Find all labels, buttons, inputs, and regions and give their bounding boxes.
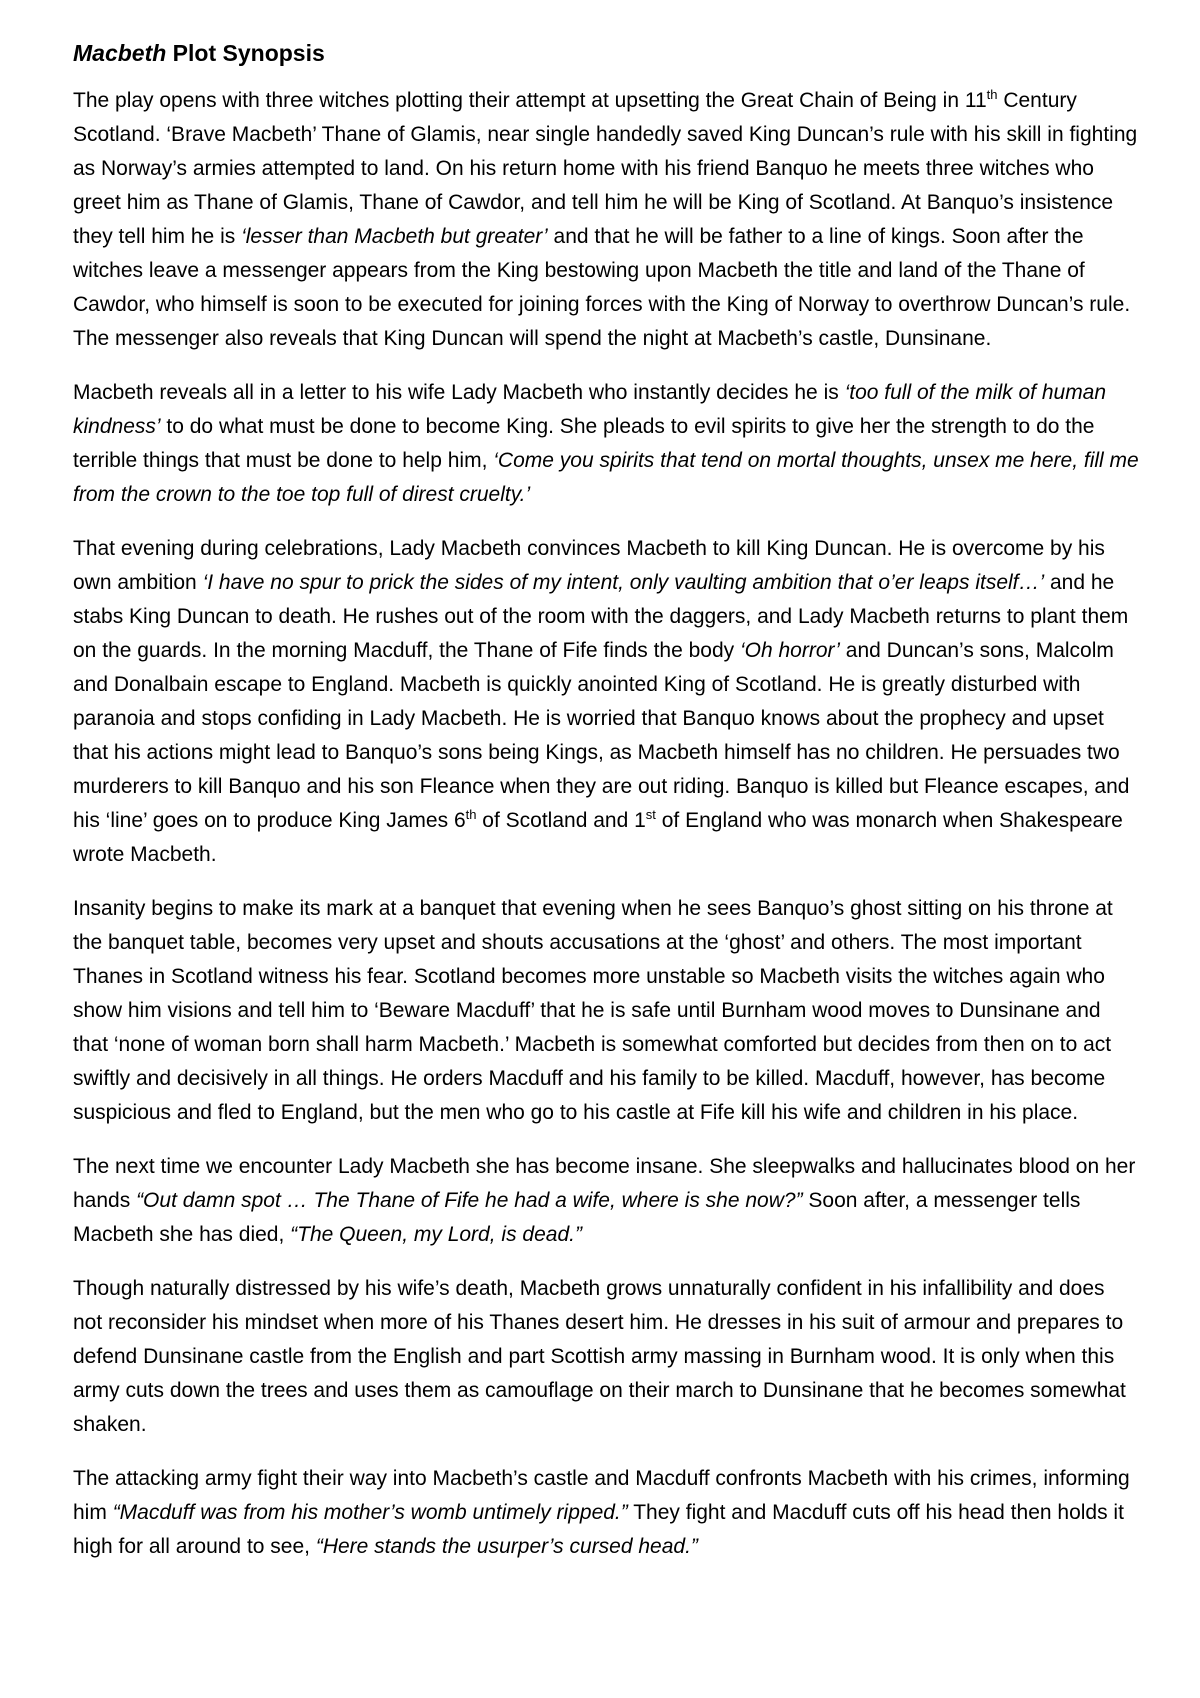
paragraph-opening [73, 84, 1139, 356]
text-run: of England who was monarch when Shakespeare wrote Macbeth. [73, 809, 1123, 866]
quote: ‘Oh horror’ [739, 639, 840, 662]
quote: ‘I have no spur to prick the sides of my intent, only vaulting ambition that o’er leaps itself…’ [202, 571, 1045, 594]
page-title [73, 36, 1139, 70]
paragraph-banquet [73, 892, 1139, 1130]
text-run: The play opens with three witches plotting their attempt at upsetting the Great Chain of Being in 11 [73, 89, 987, 112]
text-run: The next time we encounter Lady Macbeth she has become insane. She sleepwalks and hallucinates blood on her hands [73, 1155, 1136, 1212]
title-play-name: Macbeth [73, 40, 167, 66]
quote: “The Queen, my Lord, is dead.” [290, 1223, 582, 1246]
paragraph-letter [73, 376, 1139, 512]
paragraph-lady-macbeth [73, 1150, 1139, 1252]
text-run: Though naturally distressed by his wife’s death, Macbeth grows unnaturally confident in his infallibility and does not reconsider his mindset when more of his Thanes desert him. He dresses in his suit of armour and prepares to defend Dunsinane castle from the English and part Scottish army massing in Burnham wood. It is only when this army cuts down the trees and uses them as camouflage on their march to Dunsinane that he becomes somewhat shaken. [73, 1277, 1126, 1436]
document-page [73, 36, 1139, 1584]
quote: ‘Come you spirits that tend on mortal thoughts, unsex me here, fill me from the crown to the toe top full of direst cruelty.’ [73, 449, 1139, 506]
text-run: They fight and Macduff cuts off his head then holds it high for all around to see, [73, 1501, 1124, 1558]
text-run: to do what must be done to become King. She pleads to evil spirits to give her the strength to do the terrible things that must be done to help him, [73, 415, 1095, 472]
quote: “Macduff was from his mother’s womb untimely ripped.” [112, 1501, 628, 1524]
text-run: and he stabs King Duncan to death. He rushes out of the room with the daggers, and Lady Macbeth returns to plant them on the guards. In the morning Macduff, the Thane of Fife finds the body [73, 571, 1129, 662]
title-suffix: Plot Synopsis [166, 40, 325, 66]
quote: ‘too full of the milk of human kindness’ [73, 381, 1107, 438]
text-run: Century Scotland. ‘Brave Macbeth’ Thane of Glamis, near single handedly saved King Duncan’s rule with his skill in fighting as Norway’s armies attempted to land. On his return home with his friend Banquo he meets three witches who greet him as Thane of Glamis, Thane of Cawdor, and tell him he will be King of Scotland. At Banquo’s insistence they tell him he is [73, 89, 1138, 248]
text-run: Insanity begins to make its mark at a banquet that evening when he sees Banquo’s ghost sitting on his throne at the banquet table, becomes very upset and shouts accusations at the ‘ghost’ and others. The most important Thanes in Scotland witness his fear. Scotland becomes more unstable so Macbeth visits the witches again who show him visions and tell him to ‘Beware Macduff’ that he is safe until Burnham wood moves to Dunsinane and that ‘none of woman born shall harm Macbeth.’ Macbeth is somewhat comforted but decides from then on to act swiftly and decisively in all things. He orders Macduff and his family to be killed. Macduff, however, has become suspicious and fled to England, but the men who go to his castle at Fife kill his wife and children in his place. [73, 897, 1113, 1124]
text-run: of Scotland and 1 [476, 809, 646, 832]
quote: ‘lesser than Macbeth but greater’ [241, 225, 548, 248]
paragraph-ending [73, 1462, 1139, 1564]
text-run: and that he will be father to a line of kings. Soon after the witches leave a messenger appears from the King bestowing upon Macbeth the title and land of the Thane of Cawdor, who himself is soon to be executed for joining forces with the King of Norway to overthrow Duncan’s rule. The messenger also reveals that King Duncan will spend the night at Macbeth’s castle, Dunsinane. [73, 225, 1131, 350]
superscript: st [645, 807, 656, 822]
text-run: and Duncan’s sons, Malcolm and Donalbain escape to England. Macbeth is quickly anointed King of Scotland. He is greatly disturbed with paranoia and stops confiding in Lady Macbeth. He is worried that Banquo knows about the prophecy and upset that his actions might lead to Banquo’s sons being Kings, as Macbeth himself has no children. He persuades two murderers to kill Banquo and his son Fleance when they are out riding. Banquo is killed but Fleance escapes, and his ‘line’ goes on to produce King James 6 [73, 639, 1130, 832]
paragraph-armour [73, 1272, 1139, 1442]
text-run: The attacking army fight their way into Macbeth’s castle and Macduff confronts Macbeth with his crimes, informing him [73, 1467, 1130, 1524]
superscript: th [465, 807, 477, 822]
text-run: Macbeth reveals all in a letter to his wife Lady Macbeth who instantly decides he is [73, 381, 845, 404]
superscript: th [986, 87, 998, 102]
text-run: That evening during celebrations, Lady Macbeth convinces Macbeth to kill King Duncan. He is overcome by his own ambition [73, 537, 1105, 594]
quote: “Out damn spot … The Thane of Fife he had a wife, where is she now?” [136, 1189, 803, 1212]
quote: “Here stands the usurper’s cursed head.” [315, 1535, 698, 1558]
text-run: Soon after, a messenger tells Macbeth she has died, [73, 1189, 1081, 1246]
paragraph-murder [73, 532, 1139, 872]
